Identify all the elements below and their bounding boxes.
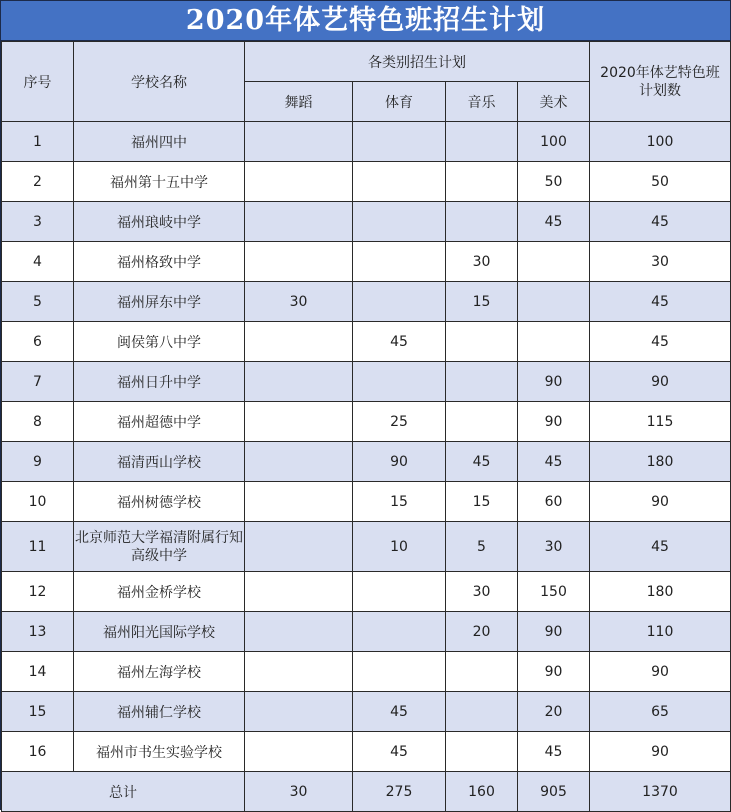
table-row bbox=[2, 202, 731, 242]
cell-sports bbox=[353, 282, 446, 322]
cell-sports: 10 bbox=[353, 522, 446, 572]
enrollment-table bbox=[1, 41, 731, 812]
cell-music: 20 bbox=[446, 612, 518, 652]
cell-total: 90 bbox=[590, 732, 731, 772]
cell-seq: 15 bbox=[2, 692, 74, 732]
cell-music bbox=[446, 122, 518, 162]
cell-seq: 7 bbox=[2, 362, 74, 402]
cell-sports: 25 bbox=[353, 402, 446, 442]
cell-school: 福州超德中学 bbox=[74, 402, 245, 442]
table-title: 2020年体艺特色班招生计划 bbox=[1, 1, 730, 41]
cell-dance bbox=[245, 442, 353, 482]
cell-dance bbox=[245, 732, 353, 772]
table-row bbox=[2, 572, 731, 612]
table-row bbox=[2, 482, 731, 522]
cell-music: 30 bbox=[446, 242, 518, 282]
cell-school: 福州四中 bbox=[74, 122, 245, 162]
cell-seq: 14 bbox=[2, 652, 74, 692]
cell-music: 5 bbox=[446, 522, 518, 572]
cell-sports bbox=[353, 572, 446, 612]
cell-sports: 90 bbox=[353, 442, 446, 482]
cell-sports bbox=[353, 652, 446, 692]
cell-dance bbox=[245, 692, 353, 732]
cell-art bbox=[518, 282, 590, 322]
cell-school: 福州金桥学校 bbox=[74, 572, 245, 612]
cell-total: 180 bbox=[590, 442, 731, 482]
cell-dance bbox=[245, 612, 353, 652]
cell-music bbox=[446, 162, 518, 202]
total-sports: 275 bbox=[353, 772, 446, 812]
cell-art: 90 bbox=[518, 612, 590, 652]
table-row bbox=[2, 612, 731, 652]
cell-school: 福州屏东中学 bbox=[74, 282, 245, 322]
cell-music: 15 bbox=[446, 482, 518, 522]
table-row bbox=[2, 362, 731, 402]
cell-school: 福州树德学校 bbox=[74, 482, 245, 522]
cell-total: 100 bbox=[590, 122, 731, 162]
header-music: 音乐 bbox=[446, 82, 518, 122]
cell-school: 福州市书生实验学校 bbox=[74, 732, 245, 772]
cell-total: 90 bbox=[590, 482, 731, 522]
cell-seq: 11 bbox=[2, 522, 74, 572]
cell-seq: 13 bbox=[2, 612, 74, 652]
header-dance: 舞蹈 bbox=[245, 82, 353, 122]
cell-school: 福州第十五中学 bbox=[74, 162, 245, 202]
cell-art: 45 bbox=[518, 442, 590, 482]
cell-total: 180 bbox=[590, 572, 731, 612]
table-row bbox=[2, 402, 731, 442]
cell-seq: 5 bbox=[2, 282, 74, 322]
cell-music: 30 bbox=[446, 572, 518, 612]
cell-sports: 45 bbox=[353, 692, 446, 732]
cell-sports bbox=[353, 122, 446, 162]
cell-seq: 2 bbox=[2, 162, 74, 202]
cell-sports: 45 bbox=[353, 322, 446, 362]
cell-total: 45 bbox=[590, 322, 731, 362]
cell-school: 福州琅岐中学 bbox=[74, 202, 245, 242]
table-row bbox=[2, 242, 731, 282]
cell-sports bbox=[353, 362, 446, 402]
table-row bbox=[2, 732, 731, 772]
total-music: 160 bbox=[446, 772, 518, 812]
cell-art: 50 bbox=[518, 162, 590, 202]
cell-dance bbox=[245, 652, 353, 692]
cell-seq: 9 bbox=[2, 442, 74, 482]
cell-art: 100 bbox=[518, 122, 590, 162]
cell-art: 60 bbox=[518, 482, 590, 522]
cell-art: 20 bbox=[518, 692, 590, 732]
cell-total: 65 bbox=[590, 692, 731, 732]
cell-art: 150 bbox=[518, 572, 590, 612]
table-row bbox=[2, 692, 731, 732]
cell-art: 90 bbox=[518, 402, 590, 442]
cell-seq: 16 bbox=[2, 732, 74, 772]
cell-seq: 1 bbox=[2, 122, 74, 162]
cell-art: 45 bbox=[518, 202, 590, 242]
cell-dance bbox=[245, 362, 353, 402]
cell-seq: 4 bbox=[2, 242, 74, 282]
cell-total: 45 bbox=[590, 282, 731, 322]
cell-total: 90 bbox=[590, 652, 731, 692]
table-body bbox=[2, 122, 731, 772]
cell-art bbox=[518, 322, 590, 362]
cell-sports bbox=[353, 242, 446, 282]
table-row bbox=[2, 162, 731, 202]
cell-dance bbox=[245, 242, 353, 282]
cell-dance bbox=[245, 322, 353, 362]
cell-school: 北京师范大学福清附属行知高级中学 bbox=[74, 522, 245, 572]
cell-school: 福州左海学校 bbox=[74, 652, 245, 692]
cell-dance bbox=[245, 162, 353, 202]
cell-total: 45 bbox=[590, 202, 731, 242]
total-art: 905 bbox=[518, 772, 590, 812]
cell-music bbox=[446, 202, 518, 242]
cell-sports bbox=[353, 612, 446, 652]
cell-seq: 6 bbox=[2, 322, 74, 362]
cell-sports bbox=[353, 162, 446, 202]
cell-art bbox=[518, 242, 590, 282]
table-row bbox=[2, 442, 731, 482]
cell-school: 闽侯第八中学 bbox=[74, 322, 245, 362]
cell-dance bbox=[245, 572, 353, 612]
table-row bbox=[2, 122, 731, 162]
cell-dance bbox=[245, 402, 353, 442]
cell-music bbox=[446, 362, 518, 402]
cell-seq: 12 bbox=[2, 572, 74, 612]
cell-dance bbox=[245, 522, 353, 572]
cell-seq: 8 bbox=[2, 402, 74, 442]
cell-music: 45 bbox=[446, 442, 518, 482]
cell-school: 福州格致中学 bbox=[74, 242, 245, 282]
table-row bbox=[2, 282, 731, 322]
table-row bbox=[2, 522, 731, 572]
cell-music: 15 bbox=[446, 282, 518, 322]
cell-music bbox=[446, 732, 518, 772]
cell-dance: 30 bbox=[245, 282, 353, 322]
cell-sports bbox=[353, 202, 446, 242]
table-row bbox=[2, 322, 731, 362]
total-row bbox=[2, 772, 731, 812]
cell-total: 30 bbox=[590, 242, 731, 282]
cell-music bbox=[446, 402, 518, 442]
header-categories: 各类别招生计划 bbox=[245, 42, 590, 82]
cell-total: 50 bbox=[590, 162, 731, 202]
cell-seq: 3 bbox=[2, 202, 74, 242]
cell-art: 45 bbox=[518, 732, 590, 772]
table-row bbox=[2, 652, 731, 692]
cell-total: 110 bbox=[590, 612, 731, 652]
cell-total: 90 bbox=[590, 362, 731, 402]
cell-sports: 15 bbox=[353, 482, 446, 522]
cell-sports: 45 bbox=[353, 732, 446, 772]
cell-school: 福清西山学校 bbox=[74, 442, 245, 482]
cell-music bbox=[446, 692, 518, 732]
total-dance: 30 bbox=[245, 772, 353, 812]
cell-art: 90 bbox=[518, 362, 590, 402]
header-total: 2020年体艺特色班计划数 bbox=[590, 42, 731, 122]
cell-dance bbox=[245, 482, 353, 522]
cell-seq: 10 bbox=[2, 482, 74, 522]
cell-total: 45 bbox=[590, 522, 731, 572]
cell-music bbox=[446, 652, 518, 692]
header-school: 学校名称 bbox=[74, 42, 245, 122]
total-label: 总计 bbox=[2, 772, 245, 812]
cell-school: 福州阳光国际学校 bbox=[74, 612, 245, 652]
total-total: 1370 bbox=[590, 772, 731, 812]
cell-school: 福州日升中学 bbox=[74, 362, 245, 402]
cell-school: 福州辅仁学校 bbox=[74, 692, 245, 732]
header-sports: 体育 bbox=[353, 82, 446, 122]
cell-art: 30 bbox=[518, 522, 590, 572]
header-art: 美术 bbox=[518, 82, 590, 122]
cell-dance bbox=[245, 122, 353, 162]
cell-total: 115 bbox=[590, 402, 731, 442]
cell-dance bbox=[245, 202, 353, 242]
cell-music bbox=[446, 322, 518, 362]
header-seq: 序号 bbox=[2, 42, 74, 122]
cell-art: 90 bbox=[518, 652, 590, 692]
